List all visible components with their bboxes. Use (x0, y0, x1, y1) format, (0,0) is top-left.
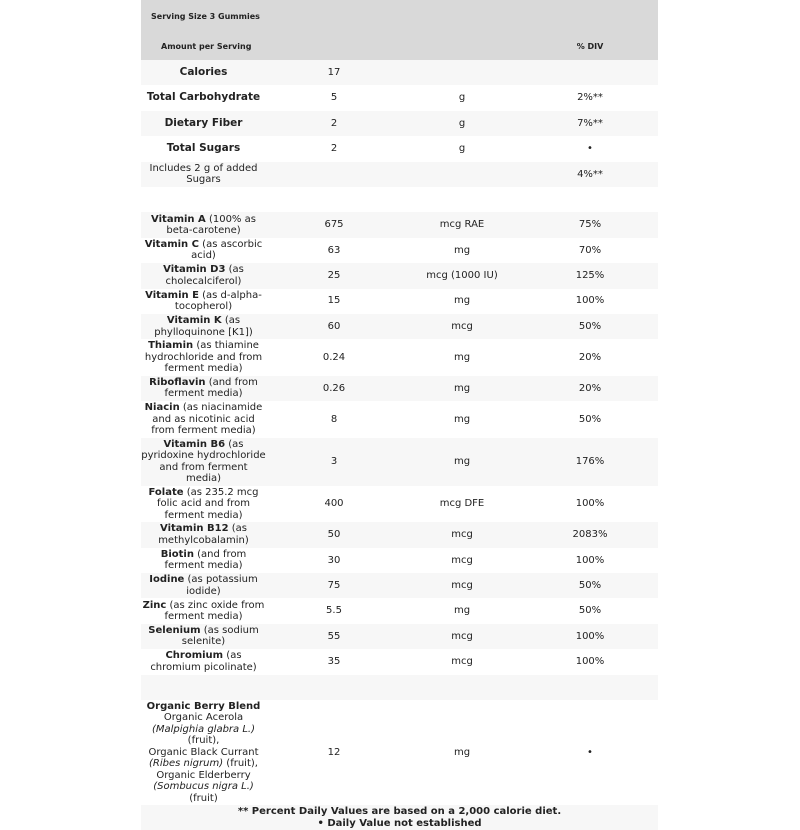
nutrient-source: (as niacinamide and as nicotinic acid from ferment media) (151, 402, 263, 437)
nutrient-dv: 125% (575, 270, 605, 282)
nutrient-dv: • (587, 143, 593, 155)
nutrient-name (141, 263, 266, 288)
nutrient-dv: 176% (575, 455, 605, 467)
nutrient-name (141, 238, 266, 263)
nutrient-name-text: Riboflavin (149, 376, 206, 388)
table-row (141, 111, 658, 136)
nutrient-unit: mg (453, 244, 471, 256)
nutrient-name (141, 438, 266, 486)
nutrient-name-text: Chromium (165, 650, 224, 662)
nutrient-dv: 70% (578, 244, 602, 256)
nutrient-source: (as cholecalciferol) (165, 264, 244, 287)
nutrient-dv: • (587, 746, 593, 758)
nutrient-name (141, 401, 266, 438)
nutrient-amount: 25 (327, 270, 341, 282)
table-row (141, 573, 658, 598)
nutrient-unit: g (458, 117, 466, 129)
nutrient-source: (as potassium iodide) (184, 574, 258, 597)
nutrient-name (141, 599, 266, 624)
nutrient-name-text: Vitamin K (166, 315, 222, 327)
nutrient-dv: 50% (578, 605, 602, 617)
nutrient-name (141, 573, 266, 598)
nutrient-name (141, 142, 266, 156)
nutrient-amount: 63 (327, 244, 341, 256)
nutrient-dv: 100% (575, 295, 605, 307)
nutrient-dv: 4%** (577, 168, 603, 180)
table-row (141, 700, 658, 806)
nutrient-name-text: Niacin (144, 402, 180, 414)
table-row (141, 376, 658, 401)
nutrient-dv: 20% (578, 351, 602, 363)
nutrient-name (141, 117, 266, 131)
table-row (141, 649, 658, 674)
nutrient-unit: mg (453, 413, 471, 425)
nutrient-name (141, 314, 266, 339)
nutrient-source: (as d-alpha-tocopherol) (174, 289, 262, 313)
nutrient-dv (522, 72, 658, 74)
nutrient-name: Includes 2 g of added Sugars (149, 162, 258, 186)
nutrient-dv: 20% (578, 382, 602, 394)
table-row (141, 438, 658, 486)
nutrient-name-text: Vitamin E (145, 289, 199, 301)
nutrient-source: (and from ferment media) (164, 376, 258, 400)
table-row (141, 314, 658, 339)
nutrient-name-text: Vitamin A (151, 213, 206, 225)
nutrient-amount: 75 (327, 579, 341, 591)
table-row (141, 486, 658, 523)
nutrient-amount: 5.5 (326, 605, 342, 617)
nutrient-name-text: Calories (179, 65, 228, 78)
nutrient-name (141, 486, 266, 523)
nutrient-amount: 8 (330, 413, 338, 425)
nutrient-name-text: Vitamin B6 (163, 438, 226, 450)
spacer-row (141, 675, 658, 700)
nutrient-unit: mcg (451, 656, 473, 668)
table-row (141, 212, 658, 237)
table-row (141, 598, 658, 623)
nutrient-name (141, 624, 266, 649)
footnote-dv-not-established: • Daily Value not established (317, 817, 482, 829)
nutrient-source: (as phylloquinone [K1]) (154, 315, 253, 338)
table-row (141, 162, 658, 187)
blend-latin: (Malpighia glabra L.) (151, 723, 255, 735)
nutrient-unit: mcg (451, 529, 473, 541)
blend-ingredient: Organic Black Currant (148, 746, 259, 758)
nutrient-amount: 675 (324, 219, 344, 231)
nutrient-amount: 12 (327, 746, 341, 758)
nutrient-dv: 75% (578, 219, 602, 231)
nutrient-name (141, 213, 266, 238)
table-row (141, 85, 658, 110)
nutrient-source: (as ascorbic acid) (191, 238, 263, 262)
nutrient-unit: mcg (1000 IU) (426, 270, 498, 282)
table-row (141, 238, 658, 263)
nutrient-source: (as thiamine hydrochloride and from ferment media) (144, 340, 263, 375)
table-row (141, 522, 658, 547)
nutrient-unit: mg (453, 746, 471, 758)
nutrient-unit: mg (453, 382, 471, 394)
blend-part: (fruit) (189, 792, 218, 804)
nutrient-name-text: Dietary Fiber (164, 116, 243, 129)
nutrient-amount: 3 (330, 455, 338, 467)
nutrient-dv: 7%** (577, 117, 603, 129)
blend-latin: (Sombucus nigra L.) (153, 781, 254, 793)
nutrient-name (141, 522, 266, 547)
nutrient-source: (as 235.2 mcg folic acid and from ferment media) (156, 486, 259, 521)
table-row (141, 136, 658, 161)
nutrient-unit: mg (453, 295, 471, 307)
nutrient-unit: mcg (451, 554, 473, 566)
nutrient-name (141, 548, 266, 573)
nutrient-amount: 0.26 (322, 382, 346, 394)
nutrient-name-text: Selenium (148, 624, 201, 636)
blend-ingredient: Organic Acerola (163, 712, 244, 724)
blend-name (141, 700, 266, 806)
nutrient-amount: 55 (327, 630, 341, 642)
nutrient-name-text: Zinc (142, 599, 167, 611)
table-row (141, 60, 658, 85)
nutrient-dv: 50% (578, 320, 602, 332)
nutrient-name (141, 376, 266, 401)
nutrient-amount: 15 (327, 295, 341, 307)
nutrient-unit: mcg RAE (439, 219, 485, 231)
nutrient-unit: mcg DFE (439, 498, 485, 510)
nutrient-name (141, 289, 266, 314)
nutrient-source: (as chromium picolinate) (150, 650, 257, 673)
nutrient-amount: 50 (327, 529, 341, 541)
nutrient-name-text: Vitamin D3 (163, 264, 226, 276)
column-header-row (141, 33, 658, 60)
nutrient-dv: 100% (575, 656, 605, 668)
nutrient-name-text: Thiamin (148, 340, 194, 352)
nutrient-name (141, 91, 266, 105)
amount-per-serving-header: Amount per Serving (161, 42, 252, 51)
supplement-facts-table (141, 0, 658, 830)
nutrient-name-text: Biotin (160, 548, 194, 560)
nutrient-unit: mcg (451, 320, 473, 332)
nutrient-unit: mg (453, 455, 471, 467)
spacer-row (141, 187, 658, 212)
nutrient-dv: 100% (575, 554, 605, 566)
nutrient-unit: mg (453, 605, 471, 617)
nutrient-name-text: Iodine (149, 574, 185, 586)
table-row (141, 339, 658, 376)
nutrient-unit: mcg (451, 579, 473, 591)
nutrient-unit: g (458, 143, 466, 155)
nutrient-source: (as zinc oxide from ferment media) (164, 599, 265, 623)
blend-part: (fruit), (223, 758, 258, 770)
nutrient-dv: 50% (578, 413, 602, 425)
nutrient-amount: 60 (327, 320, 341, 332)
nutrient-unit: mg (453, 351, 471, 363)
table-row (141, 548, 658, 573)
nutrient-amount: 5 (330, 92, 338, 104)
nutrient-dv: 100% (575, 630, 605, 642)
footnote (141, 805, 658, 830)
dv-header: % DIV (576, 42, 604, 51)
nutrient-unit: mcg (451, 630, 473, 642)
nutrient-amount: 0.24 (322, 351, 346, 363)
nutrient-name (141, 649, 266, 674)
nutrient-amount: 400 (324, 498, 344, 510)
nutrient-source: (and from ferment media) (164, 548, 247, 572)
blend-ingredient: Organic Elderberry (156, 769, 251, 781)
nutrient-dv: 100% (575, 498, 605, 510)
nutrient-source: (as pyridoxine hydrochloride and from ferment media) (141, 438, 266, 485)
nutrient-dv: 2%** (577, 92, 603, 104)
table-row (141, 624, 658, 649)
nutrient-rows (141, 60, 658, 805)
nutrient-name (141, 339, 266, 376)
nutrient-source: (100% as beta-carotene) (166, 213, 256, 237)
footnote-percent-dv: ** Percent Daily Values are based on a 2,000 calorie diet. (237, 806, 562, 818)
nutrient-name-text: Total Sugars (166, 142, 241, 155)
nutrient-source: (as methylcobalamin) (158, 523, 249, 546)
nutrient-amount: 2 (330, 117, 338, 129)
nutrient-source: (as sodium selenite) (181, 624, 259, 648)
nutrient-amount: 35 (327, 656, 341, 668)
nutrient-name-text: Folate (148, 486, 184, 498)
nutrient-name-text: Vitamin B12 (160, 523, 229, 535)
blend-title: Organic Berry Blend (146, 700, 261, 712)
nutrient-dv: 2083% (572, 529, 608, 541)
nutrient-dv: 50% (578, 579, 602, 591)
nutrient-amount: 17 (327, 66, 341, 78)
blend-latin: (Ribes nigrum) (149, 758, 224, 770)
nutrient-unit: g (458, 92, 466, 104)
nutrient-name-text: Total Carbohydrate (146, 91, 261, 104)
nutrient-amount: 30 (327, 554, 341, 566)
table-row (141, 401, 658, 438)
blend-part: (fruit), (187, 735, 220, 747)
nutrient-name (141, 66, 266, 80)
nutrient-unit (402, 72, 522, 74)
nutrient-amount: 2 (330, 143, 338, 155)
table-row (141, 289, 658, 314)
serving-size: Serving Size 3 Gummies (141, 0, 658, 33)
nutrient-name-text: Vitamin C (144, 238, 199, 250)
table-row (141, 263, 658, 288)
